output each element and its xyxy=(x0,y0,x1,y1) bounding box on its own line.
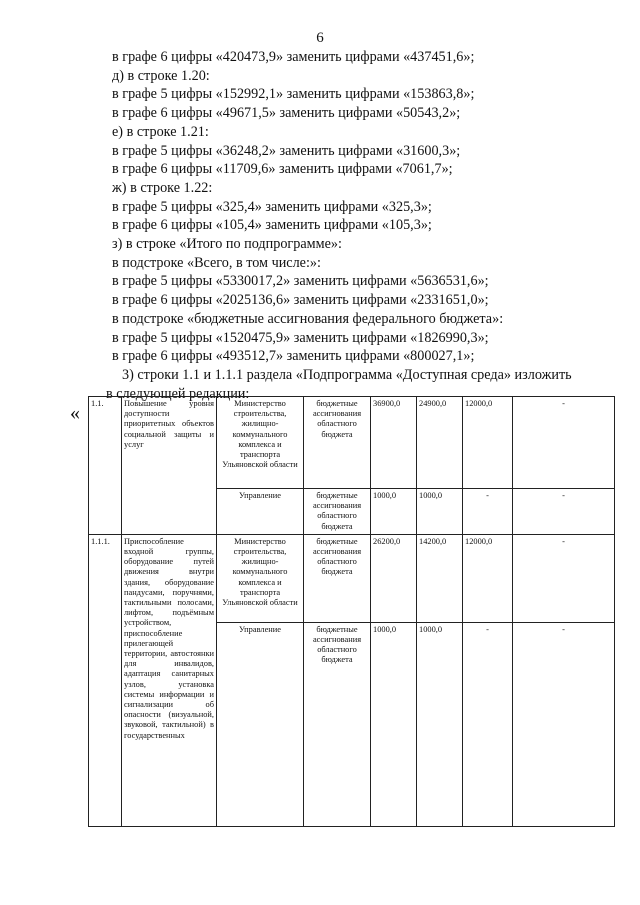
table-row xyxy=(89,397,615,489)
text-line: в графе 5 цифры «1520475,9» заменить цифрами «1826990,3»; xyxy=(112,329,489,346)
value-cell: - xyxy=(513,534,615,622)
funding-source: бюджетные ассигнования областного бюджета xyxy=(304,397,371,489)
text-line: в графе 6 цифры «2025136,6» заменить цифрами «2331651,0»; xyxy=(112,292,489,309)
row-name: Повышение уровня доступности приоритетных объектов социальной защиты и услуг xyxy=(122,397,217,535)
value-cell: 36900,0 xyxy=(371,397,417,489)
funding-source: бюджетные ассигнования областного бюджета xyxy=(304,622,371,826)
row-name: Приспособление входной группы, оборудование путей движения внутри здания, оборудование пандусами, поручнями, тактильными полосами, лифтом, подъёмным устройством, приспособление прилегающей территории, автостоянки для инвалидов, адаптация санитарных узлов, установка системы информации и сигнализации об опасности (визуальной, звуковой, тактильной) в государственных xyxy=(122,534,217,826)
text-line: в графе 6 цифры «105,4» заменить цифрами «105,3»; xyxy=(112,217,432,234)
value-cell: 1000,0 xyxy=(417,489,463,535)
program-table xyxy=(88,396,615,827)
funding-source: бюджетные ассигнования областного бюджета xyxy=(304,489,371,535)
text-line: в графе 5 цифры «152992,1» заменить цифрами «153863,8»; xyxy=(112,86,475,103)
page-number: 6 xyxy=(316,30,324,46)
value-cell: - xyxy=(463,489,513,535)
executor: Управление xyxy=(217,622,304,826)
row-number: 1.1.1. xyxy=(89,534,122,826)
text-line: в графе 6 цифры «49671,5» заменить цифрами «50543,2»; xyxy=(112,105,461,122)
value-cell: 14200,0 xyxy=(417,534,463,622)
text-line: е) в строке 1.21: xyxy=(112,123,209,140)
value-cell: - xyxy=(513,397,615,489)
row-number: 1.1. xyxy=(89,397,122,535)
value-cell: 1000,0 xyxy=(417,622,463,826)
text-line: в графе 5 цифры «5330017,2» заменить цифрами «5636531,6»; xyxy=(112,273,489,290)
text-line: з) в строке «Итого по подпрограмме»: xyxy=(112,236,342,253)
text-line: в графе 6 цифры «11709,6» заменить цифрами «7061,7»; xyxy=(112,161,453,178)
text-line: в подстроке «бюджетные ассигнования федерального бюджета»: xyxy=(112,310,504,327)
executor: Министерство строительства, жилищно-коммунального комплекса и транспорта Ульяновской области xyxy=(217,534,304,622)
text-line: в графе 5 цифры «36248,2» заменить цифрами «31600,3»; xyxy=(112,142,461,159)
table-row xyxy=(89,534,615,622)
value-cell: 1000,0 xyxy=(371,489,417,535)
value-cell: - xyxy=(513,489,615,535)
value-cell: - xyxy=(513,622,615,826)
amendment-text xyxy=(106,48,572,403)
text-line: в следующей редакции: xyxy=(106,385,250,402)
text-line: д) в строке 1.20: xyxy=(112,67,210,84)
value-cell: 26200,0 xyxy=(371,534,417,622)
text-line: в подстроке «Всего, в том числе:»: xyxy=(112,254,321,271)
executor: Министерство строительства, жилищно-коммунального комплекса и транспорта Ульяновской области xyxy=(217,397,304,489)
opening-quote-mark: « xyxy=(70,402,80,424)
text-line: в графе 5 цифры «325,4» заменить цифрами «325,3»; xyxy=(112,198,432,215)
value-cell: 1000,0 xyxy=(371,622,417,826)
executor: Управление xyxy=(217,489,304,535)
text-line: 3) строки 1.1 и 1.1.1 раздела «Подпрограмма «Доступная среда» изложить xyxy=(122,366,572,383)
value-cell: 12000,0 xyxy=(463,534,513,622)
funding-source: бюджетные ассигнования областного бюджета xyxy=(304,534,371,622)
value-cell: 24900,0 xyxy=(417,397,463,489)
text-line: ж) в строке 1.22: xyxy=(112,179,213,196)
text-line: в графе 6 цифры «420473,9» заменить цифрами «437451,6»; xyxy=(112,49,475,65)
value-cell: - xyxy=(463,622,513,826)
value-cell: 12000,0 xyxy=(463,397,513,489)
text-line: в графе 6 цифры «493512,7» заменить цифрами «800027,1»; xyxy=(112,348,475,365)
